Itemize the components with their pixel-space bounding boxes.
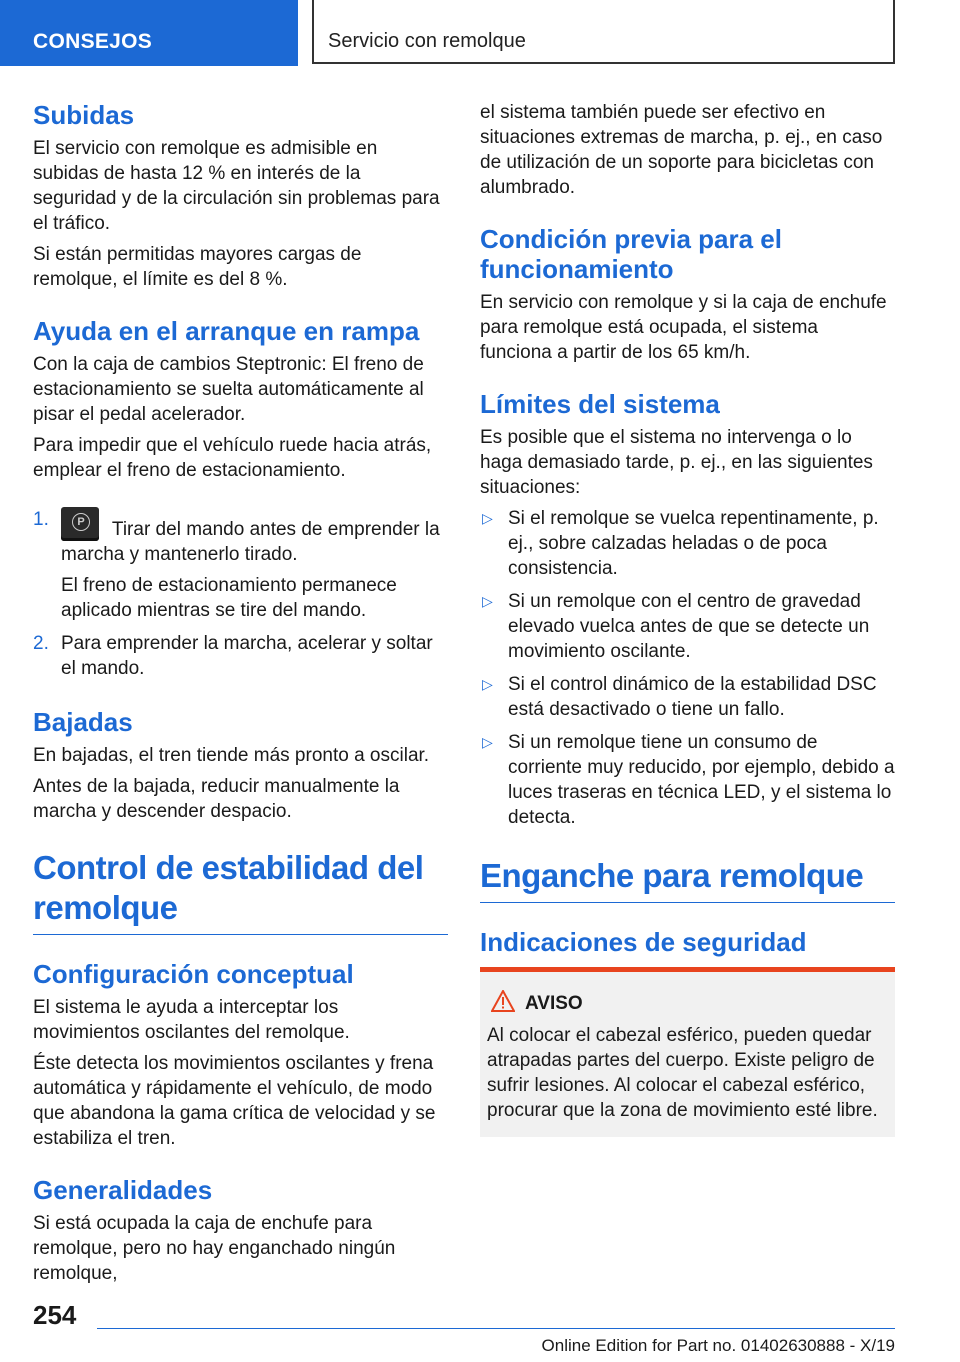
heading-rule	[33, 848, 448, 935]
paragraph: Con la caja de cambios Steptronic: El freno de estacionamiento se suelta automáticamente al pisar el pedal acelerador.	[33, 354, 424, 425]
triangle-bullet-icon: ▷	[482, 734, 493, 750]
limits-list	[480, 506, 895, 830]
list-item: ▷ Si el remolque se vuelca repentinamente, p. ej., sobre calzadas heladas o de poca consistencia.	[482, 508, 879, 579]
paragraph: El servicio con remolque es admisible en subidas de hasta 12 % en interés de la seguridad y de la circulación sin problemas para el tráfico.	[33, 138, 440, 234]
paragraph: En bajadas, el tren tiende más pronto a oscilar.	[33, 745, 430, 766]
warning-triangle-icon	[491, 990, 515, 1012]
paragraph: Antes de la bajada, reducir manualmente la marcha y descender despacio.	[33, 776, 400, 822]
heading-enganche: Enganche para remolque	[480, 857, 864, 894]
parking-brake-icon	[61, 507, 99, 541]
page-number: 254	[33, 1300, 77, 1330]
list-item: ▷ Si un remolque con el centro de gravedad elevado vuelca antes de que se detecte un movimiento oscilante.	[482, 591, 870, 662]
list-item: ▷ Si un remolque tiene un consumo de corriente muy reducido, por ejemplo, debido a luces traseras en técnica LED, y el sistema lo detecta.	[482, 732, 895, 828]
heading-condicion-previa: Condición previa para el funcionamiento	[480, 224, 782, 284]
list-item: ▷ Si el control dinámico de la estabilidad DSC está desactivado o tiene un fallo.	[482, 674, 877, 720]
right-column	[480, 100, 895, 1137]
heading-control-estabilidad: Control de estabilidad del remolque	[33, 849, 424, 926]
paragraph: Para impedir que el vehículo ruede hacia atrás, emplear el freno de estacionamiento.	[33, 435, 432, 481]
heading-subidas: Subidas	[33, 100, 135, 130]
warning-box	[480, 967, 895, 1137]
paragraph: el sistema también puede ser efectivo en situaciones extremas de marcha, p. ej., en caso de utilización de un soporte para bicicletas con alumbrado.	[480, 102, 883, 198]
step-subtext: El freno de estacionamiento permanece aplicado mientras se tire del mando.	[61, 575, 397, 621]
edition-note: Online Edition for Part no. 01402630888 - X/19	[541, 1336, 895, 1355]
triangle-bullet-icon: ▷	[482, 593, 493, 609]
paragraph: Es posible que el sistema no intervenga o lo haga demasiado tarde, p. ej., en las siguientes situaciones:	[480, 427, 873, 498]
footer-rule	[97, 1328, 895, 1329]
heading-rule	[480, 856, 895, 903]
heading-seguridad: Indicaciones de seguridad	[480, 927, 807, 957]
warning-text: Al colocar el cabezal esférico, pueden quedar atrapadas partes del cuerpo. Existe peligro de sufrir lesiones. Al colocar el cabezal esférico, procurar que la zona de movimiento esté libre.	[487, 1025, 878, 1121]
heading-bajadas: Bajadas	[33, 707, 133, 737]
heading-configuracion: Configuración conceptual	[33, 959, 354, 989]
paragraph: En servicio con remolque y si la caja de enchufe para remolque está ocupada, el sistema funciona a partir de los 65 km/h.	[480, 292, 887, 363]
paragraph: Éste detecta los movimientos oscilantes y frena automática y rápidamente el vehículo, de modo que abandona la gama crítica de velocidad y se estabiliza el tren.	[33, 1053, 436, 1149]
heading-ayuda-rampa: Ayuda en el arranque en rampa	[33, 316, 420, 346]
triangle-bullet-icon: ▷	[482, 510, 493, 526]
heading-generalidades: Generalidades	[33, 1175, 213, 1205]
step-number: 1.	[33, 509, 49, 530]
triangle-bullet-icon: ▷	[482, 676, 493, 692]
list-item	[33, 507, 448, 623]
paragraph: Si están permitidas mayores cargas de remolque, el límite es del 8 %.	[33, 244, 362, 290]
section-title: Servicio con remolque	[312, 0, 895, 64]
list-item	[33, 631, 448, 681]
paragraph: El sistema le ayuda a interceptar los movimientos oscilantes del remolque.	[33, 997, 350, 1043]
step-text: Tirar del mando antes de emprender la marcha y mantenerlo tirado.	[61, 519, 440, 565]
chapter-tab: CONSEJOS	[0, 0, 298, 66]
heading-limites: Límites del sistema	[480, 389, 720, 419]
steps-list	[33, 507, 448, 681]
left-column	[33, 100, 448, 1292]
paragraph: Si está ocupada la caja de enchufe para remolque, pero no hay enganchado ningún remolque,	[33, 1213, 396, 1284]
warning-title: AVISO	[487, 990, 888, 1015]
step-text: Para emprender la marcha, acelerar y soltar el mando.	[61, 633, 433, 679]
step-number: 2.	[33, 633, 49, 654]
page-header	[0, 0, 960, 66]
